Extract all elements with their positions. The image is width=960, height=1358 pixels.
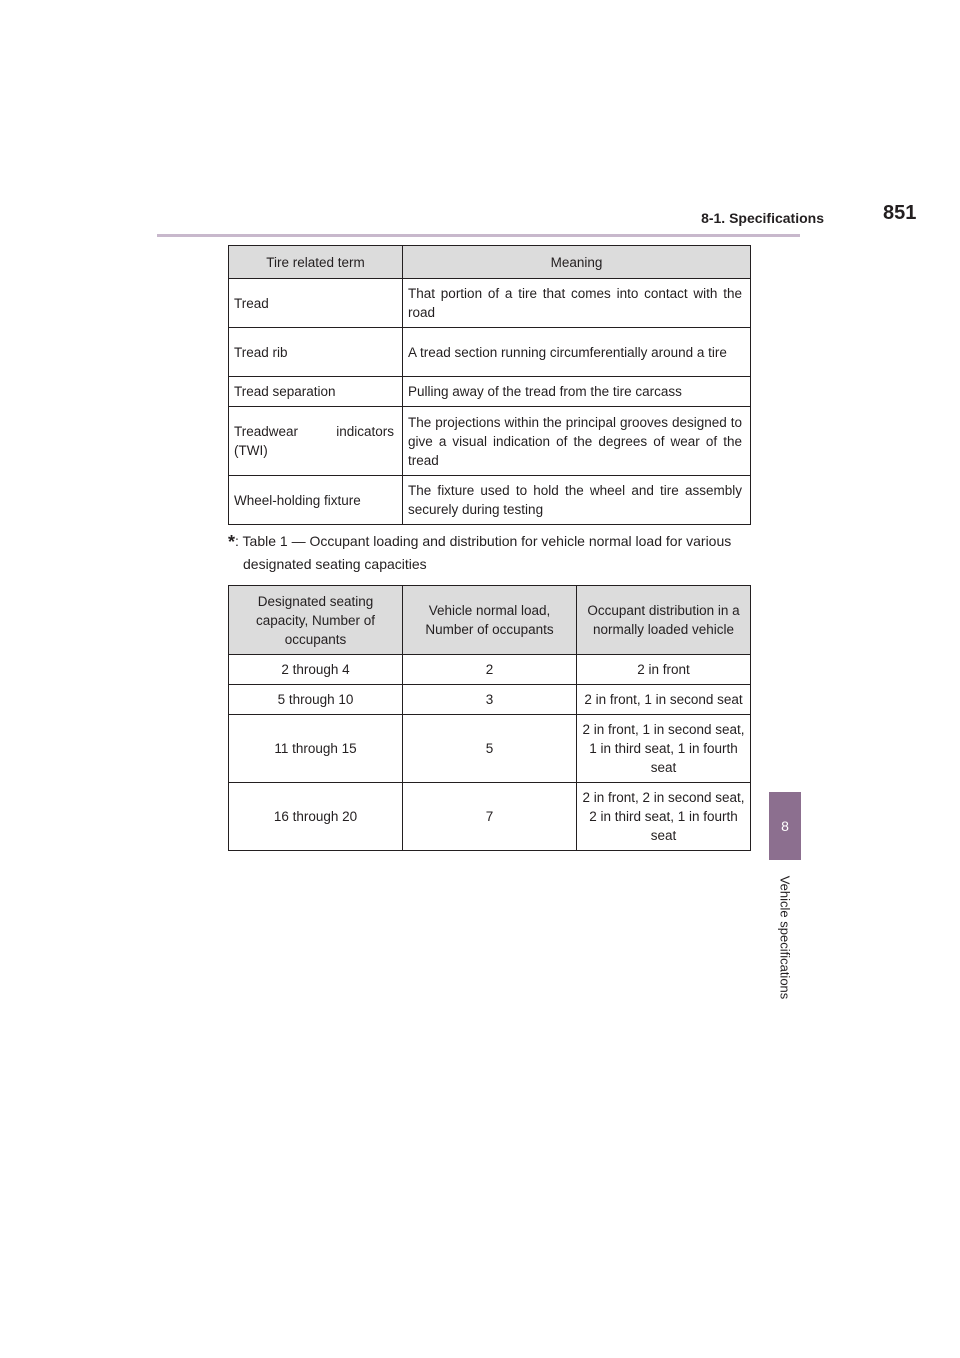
page-header [157,200,917,237]
normal-load-cell: 3 [403,685,577,715]
chapter-label [769,866,801,1008]
column-header: Tire related term [229,246,403,279]
chapter-number: 8 [781,818,789,834]
meaning-cell: Pulling away of the tread from the tire carcass [403,377,751,407]
column-header: Vehicle normal load, Number of occupants [403,586,577,655]
distribution-cell: 2 in front, 2 in second seat, 2 in third seat, 1 in fourth seat [577,783,751,851]
distribution-cell: 2 in front [577,655,751,685]
table-row [229,279,751,328]
table-row [229,328,751,377]
table-row [229,715,751,783]
capacity-cell: 2 through 4 [229,655,403,685]
table-row [229,783,751,851]
chapter-tab [769,792,801,860]
section-title: 8-1. Specifications [701,210,824,226]
footnote-marker: * [228,532,236,552]
normal-load-cell: 2 [403,655,577,685]
table-footnote [228,530,750,575]
table-row [229,655,751,685]
table-header-row [229,586,751,655]
term-cell: Tread separation [229,377,403,407]
column-header: Meaning [403,246,751,279]
term-cell: Treadwear indicators (TWI) [229,407,403,476]
footnote-line-2: designated seating capacities [243,556,427,572]
page-number: 851 [883,202,917,224]
term-cell: Wheel-holding fixture [229,476,403,525]
table-row [229,407,751,476]
term-cell: Tread [229,279,403,328]
distribution-cell: 2 in front, 1 in second seat [577,685,751,715]
occupant-loading-table [228,585,751,851]
meaning-cell: The projections within the principal grooves designed to give a visual indication of the degrees of wear of the tread [403,407,751,476]
table-row [229,377,751,407]
normal-load-cell: 7 [403,783,577,851]
tire-terms-table [228,245,751,525]
meaning-cell: A tread section running circumferentially around a tire [403,328,751,377]
table-header-row [229,246,751,279]
capacity-cell: 16 through 20 [229,783,403,851]
capacity-cell: 5 through 10 [229,685,403,715]
footnote-line-1: : Table 1 — Occupant loading and distribution for vehicle normal load for various [235,533,732,549]
table-row [229,685,751,715]
column-header: Designated seating capacity, Number of occupants [229,586,403,655]
chapter-label-text: Vehicle specifications [777,875,793,999]
table-row [229,476,751,525]
normal-load-cell: 5 [403,715,577,783]
column-header: Occupant distribution in a normally loaded vehicle [577,586,751,655]
distribution-cell: 2 in front, 1 in second seat, 1 in third seat, 1 in fourth seat [577,715,751,783]
meaning-cell: The fixture used to hold the wheel and tire assembly securely during testing [403,476,751,525]
term-cell: Tread rib [229,328,403,377]
capacity-cell: 11 through 15 [229,715,403,783]
meaning-cell: That portion of a tire that comes into contact with the road [403,279,751,328]
